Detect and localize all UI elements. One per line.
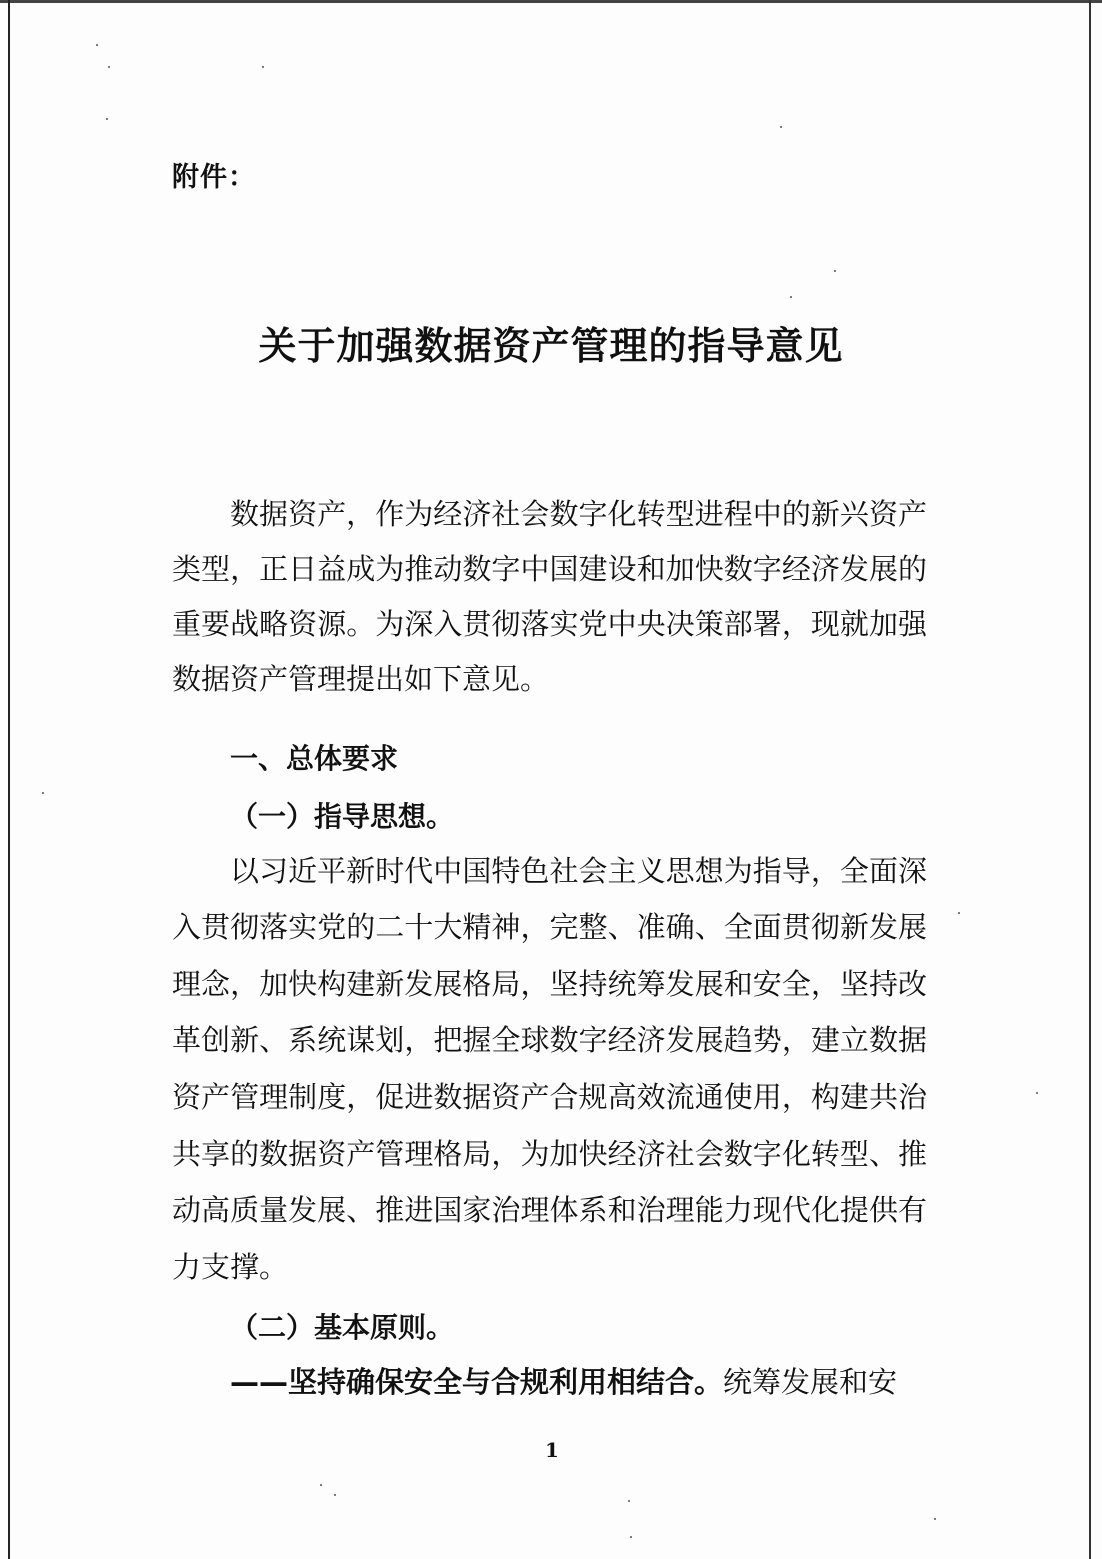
- section-heading: 一、总体要求: [230, 742, 399, 775]
- principle-text: 统筹发展和安: [723, 1365, 898, 1399]
- scan-speck: [958, 912, 960, 914]
- subsection-heading: （二）基本原则。: [230, 1311, 455, 1344]
- intro-line: 类型，正日益成为推动数字中国建设和加快数字经济发展的: [172, 552, 927, 586]
- body-line: 力支撑。: [172, 1250, 289, 1284]
- body-line: 入贯彻落实党的二十大精神，完整、准确、全面贯彻新发展: [172, 910, 927, 944]
- body-line: 动高质量发展、推进国家治理体系和治理能力现代化提供有: [172, 1193, 927, 1227]
- scan-edge-top: [0, 0, 1102, 3]
- scan-speck: [628, 1500, 630, 1502]
- scan-speck: [334, 1494, 336, 1496]
- scan-edge-left: [8, 0, 10, 1559]
- body-line: 理念，加快构建新发展格局，坚持统筹发展和安全，坚持改: [172, 967, 927, 1001]
- scan-speck: [262, 66, 264, 68]
- scan-speck: [780, 126, 782, 128]
- scan-edge-right: [1089, 0, 1091, 1559]
- scan-speck: [790, 296, 792, 298]
- intro-line: 数据资产，作为经济社会数字化转型进程中的新兴资产: [230, 497, 927, 531]
- principle-line: [230, 1365, 927, 1399]
- scan-speck: [106, 118, 108, 120]
- document-title: 关于加强数据资产管理的指导意见: [258, 323, 844, 368]
- scan-speck: [934, 1518, 936, 1520]
- scan-speck: [834, 270, 836, 272]
- scan-speck: [320, 1484, 322, 1486]
- scan-speck: [42, 792, 44, 794]
- scan-speck: [1036, 1092, 1038, 1094]
- body-line: 共享的数据资产管理格局，为加快经济社会数字化转型、推: [172, 1137, 927, 1171]
- principle-title: ——坚持确保安全与合规利用相结合。: [230, 1365, 724, 1399]
- scan-speck: [630, 1536, 632, 1538]
- intro-line: 重要战略资源。为深入贯彻落实党中央决策部署，现就加强: [172, 607, 927, 641]
- body-line: 资产管理制度，促进数据资产合规高效流通使用，构建共治: [172, 1080, 927, 1114]
- scan-speck: [96, 44, 98, 46]
- attachment-label: 附件：: [172, 162, 256, 193]
- page-number: 1: [545, 1438, 559, 1462]
- subsection-heading: （一）指导思想。: [230, 800, 455, 833]
- body-line: 革创新、系统谋划，把握全球数字经济发展趋势，建立数据: [172, 1023, 927, 1057]
- intro-line: 数据资产管理提出如下意见。: [172, 662, 550, 696]
- scan-speck: [108, 66, 110, 68]
- body-line: 以习近平新时代中国特色社会主义思想为指导，全面深: [230, 854, 927, 888]
